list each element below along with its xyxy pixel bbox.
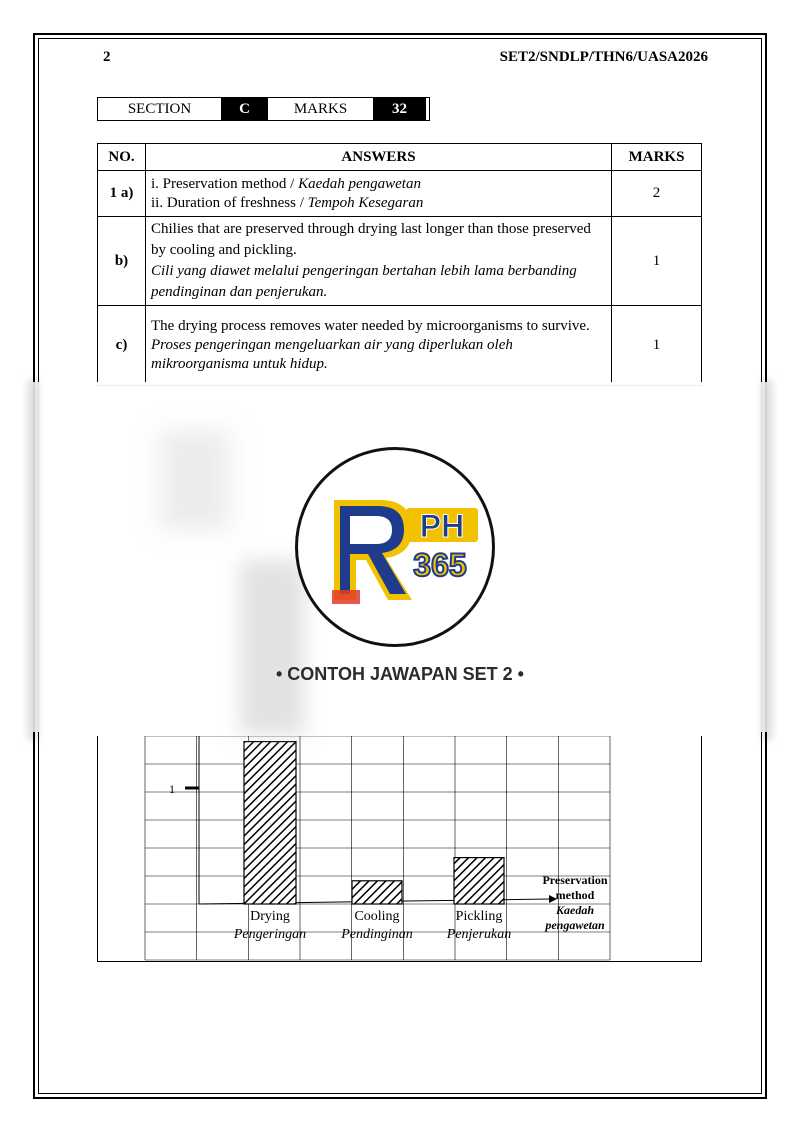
answer-text: Chilies that are preserved through drying last longer than those preserved by cooling and pickling. bbox=[151, 221, 591, 258]
table-header-row bbox=[98, 144, 702, 171]
category-label-malay: Penjerukan bbox=[446, 927, 512, 942]
page-number: 2 bbox=[103, 49, 111, 65]
logo-text: PH bbox=[419, 508, 465, 544]
bar-chart bbox=[97, 736, 702, 962]
row-number: c) bbox=[98, 306, 146, 386]
section-value: C bbox=[221, 98, 268, 120]
watermark-caption: • CONTOH JAWAPAN SET 2 • bbox=[276, 664, 524, 684]
col-header-answers: ANSWERS bbox=[146, 144, 612, 171]
answer-text: ii. Duration of freshness / bbox=[151, 194, 308, 211]
row-number: 1 a) bbox=[98, 171, 146, 217]
category-label-malay: Pengeringan bbox=[233, 927, 307, 942]
category-label-malay: Pendinginan bbox=[341, 927, 413, 942]
exam-code: SET2/SNDLP/THN6/UASA2026 bbox=[499, 49, 708, 65]
bar bbox=[454, 858, 504, 904]
table-row bbox=[98, 217, 702, 306]
marks-value: 32 bbox=[373, 98, 429, 120]
watermark-edge bbox=[28, 380, 38, 740]
col-header-no: NO. bbox=[98, 144, 146, 171]
category-label: Cooling bbox=[354, 909, 400, 924]
answer-cell bbox=[146, 171, 612, 217]
answer-text-malay: Proses pengeringan mengeluarkan air yang diperlukan oleh mikroorganisma untuk hidup. bbox=[151, 337, 513, 372]
watermark-edge bbox=[762, 380, 772, 740]
marks-cell: 2 bbox=[612, 171, 702, 217]
bar bbox=[352, 881, 402, 904]
category-label: Drying bbox=[250, 909, 290, 924]
answer-text-malay: Cili yang diawet melalui pengeringan bertahan lebih lama berbanding pendinginan dan penjerukan. bbox=[151, 263, 577, 300]
x-axis-label: Preservation bbox=[542, 873, 608, 887]
marks-cell: 1 bbox=[612, 306, 702, 386]
rph365-logo-icon bbox=[320, 490, 480, 610]
table-row bbox=[98, 171, 702, 217]
answer-text: i. Preservation method / bbox=[151, 175, 299, 192]
col-header-marks: MARKS bbox=[612, 144, 702, 171]
marks-label: MARKS bbox=[293, 100, 348, 117]
watermark-blur bbox=[160, 430, 230, 530]
category-label: Pickling bbox=[455, 909, 503, 924]
marks-cell: 1 bbox=[612, 217, 702, 306]
section-label: SECTION bbox=[127, 100, 192, 117]
x-axis-label: method bbox=[555, 888, 595, 902]
logo-text: 365 bbox=[413, 547, 467, 583]
answer-text-malay: Tempoh Kesegaran bbox=[307, 194, 424, 211]
answer-table bbox=[97, 143, 702, 386]
answer-cell bbox=[146, 217, 612, 306]
x-axis-label-malay: Kaedah bbox=[555, 903, 595, 917]
answer-cell bbox=[146, 306, 612, 386]
bar bbox=[244, 742, 296, 904]
row-number: b) bbox=[98, 217, 146, 306]
y-tick-label: 1 bbox=[169, 782, 175, 796]
answer-text: The drying process removes water needed by microorganisms to survive. bbox=[151, 318, 590, 334]
section-bar bbox=[97, 97, 430, 121]
watermark-blur bbox=[240, 560, 305, 735]
table-row bbox=[98, 306, 702, 386]
answer-text-malay: Kaedah pengawetan bbox=[298, 175, 421, 192]
x-axis-label-malay: pengawetan bbox=[545, 918, 605, 932]
